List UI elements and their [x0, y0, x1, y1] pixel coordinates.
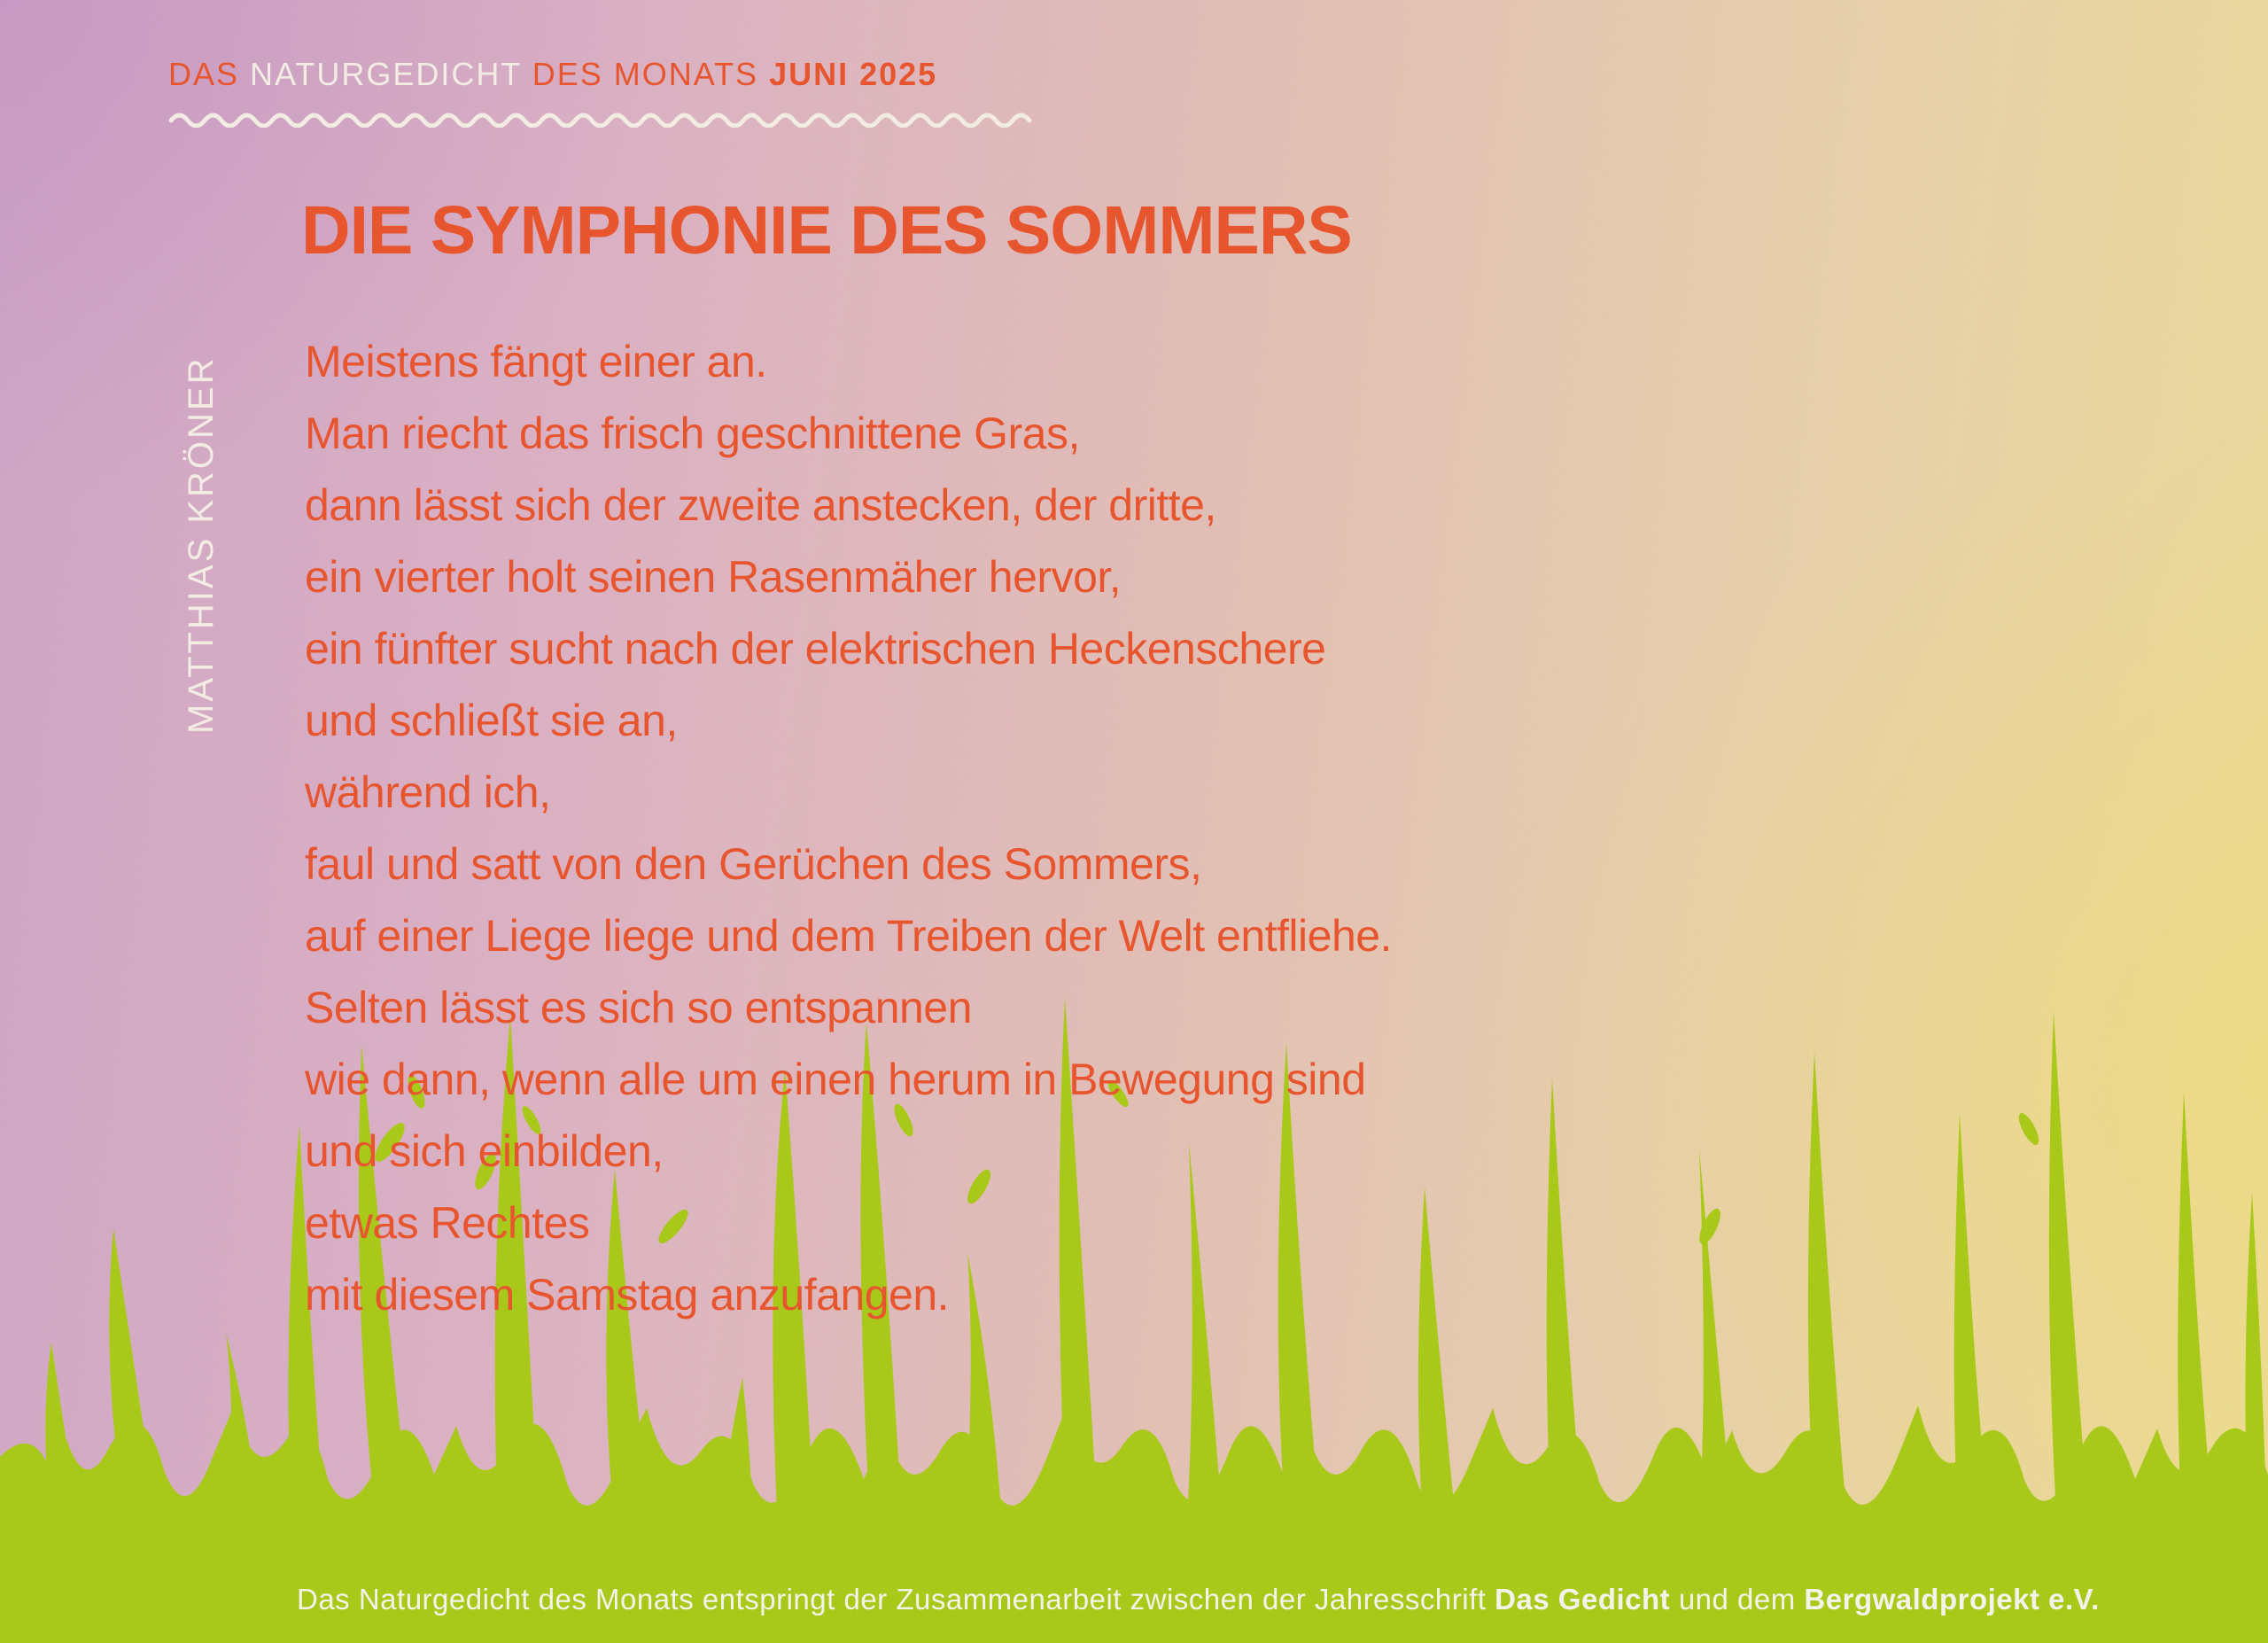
poem-line: dann lässt sich der zweite anstecken, der dritte, [305, 480, 1216, 530]
poem-line: Meistens fängt einer an. [305, 337, 767, 386]
poem-line: Selten lässt es sich so entspannen [305, 983, 972, 1032]
poem-line: mit diesem Samstag anzufangen. [305, 1270, 950, 1320]
footer-das-gedicht: Das Gedicht [1495, 1583, 1671, 1616]
poem-line: Man riecht das frisch geschnittene Gras, [305, 409, 1080, 458]
poem-line: und schließt sie an, [305, 696, 678, 745]
footer-text-2: und dem [1670, 1583, 1805, 1616]
poem-line: auf einer Liege liege und dem Treiben der Welt entfliehe. [305, 911, 1392, 961]
kicker-des-monats: DES MONATS [532, 56, 770, 92]
poem-line: ein vierter holt seinen Rasenmäher hervor, [305, 552, 1122, 602]
poem-line: faul und satt von den Gerüchen des Sommers, [305, 839, 1202, 889]
series-kicker [168, 55, 937, 93]
poem-line: ein fünfter sucht nach der elektrischen Heckenschere [305, 624, 1326, 674]
poem-line: und sich einbilden, [305, 1126, 664, 1176]
footer-text-1: Das Naturgedicht des Monats entspringt der Zusammenarbeit zwischen der Jahresschrift [297, 1583, 1495, 1616]
wavy-underline [168, 106, 1045, 128]
poem-line: wie dann, wenn alle um einen herum in Bewegung sind [305, 1055, 1366, 1104]
kicker-month-year: JUNI 2025 [769, 56, 938, 92]
poem-line: etwas Rechtes [305, 1198, 590, 1248]
poem-text [305, 326, 1392, 1331]
kicker-das: DAS [168, 56, 251, 92]
footer-bergwaldprojekt: Bergwaldprojekt e.V. [1804, 1583, 2100, 1616]
footer-credit [297, 1583, 2100, 1616]
author-name: MATTHIAS KRÖNER [182, 355, 221, 734]
poem-title: DIE SYMPHONIE DES SOMMERS [301, 192, 1352, 269]
kicker-naturgedicht: NATURGEDICHT [250, 56, 532, 92]
poem-line: während ich, [305, 767, 551, 817]
